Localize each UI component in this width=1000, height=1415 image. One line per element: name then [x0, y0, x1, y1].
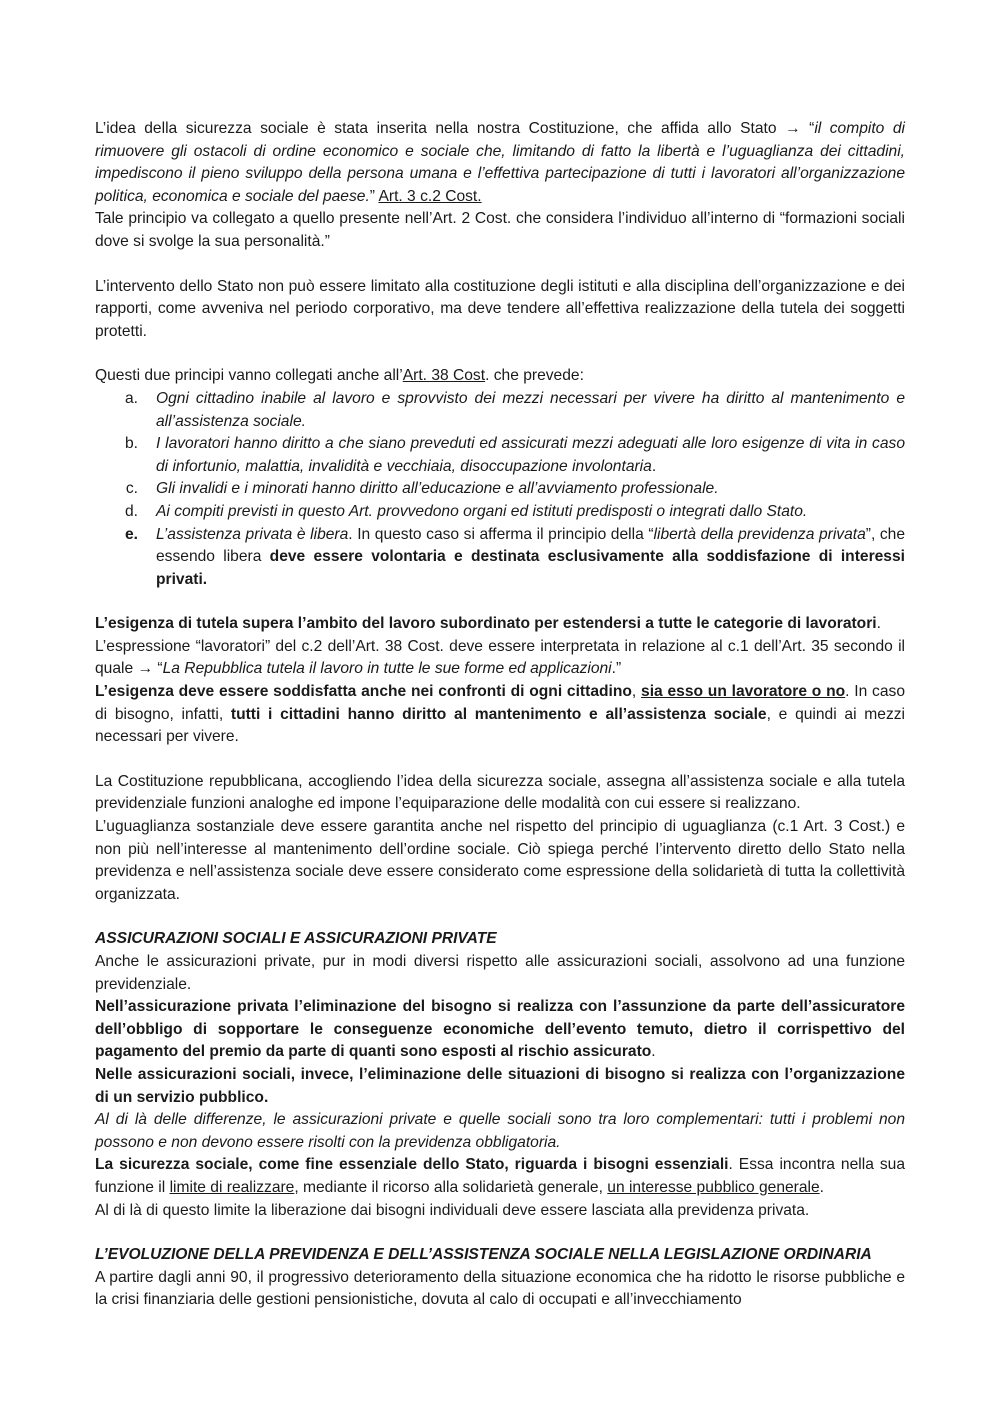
reference-art38: Art. 38 Cost	[402, 367, 486, 385]
spacer	[95, 343, 905, 365]
section-heading: ASSICURAZIONI SOCIALI E ASSICURAZIONI PRIVATE	[95, 930, 497, 948]
spacer	[95, 906, 905, 928]
text: L’esigenza deve essere soddisfatta anche nei confronti di ogni cittadino	[95, 683, 632, 701]
quote-art3: il compito di rimuovere gli ostacoli di ordine economico e sociale che, limitando di fatto la libertà e l’uguaglianza dei cittadini, impediscono il pieno sviluppo della persona umana e l’effettiva partecipazione di tutti i lavoratori all’organizzazione politica, economica e sociale del paese.	[95, 120, 905, 205]
paragraph-costituzione: La Costituzione repubblicana, accogliendo l’idea della sicurezza sociale, assegna all’assistenza sociale e alla tutela previdenziale funzioni analoghe ed impone l’equiparazione delle modalità con cui essere si realizzano.	[95, 772, 905, 813]
list-item-text: Ai compiti previsti in questo Art. provvedono organi ed istituti predisposti o integrati dallo Stato.	[156, 502, 808, 520]
list-item-text	[156, 524, 905, 592]
paragraph-art38-intro	[95, 365, 905, 388]
text: Nell’assicurazione privata l’eliminazione del bisogno si realizza con l’assunzione da parte dell’assicuratore dell’obbligo di sopportare le conseguenze economiche dell’evento temuto, dietro il corrispettivo del pagamento del premio da parte di quanti sono esposti al rischio assicurato	[95, 998, 905, 1061]
spacer	[95, 254, 905, 276]
art38-list	[95, 388, 905, 591]
text: tutti i cittadini hanno diritto al mantenimento e all’assistenza sociale	[230, 705, 767, 723]
text: “	[800, 120, 815, 137]
list-marker: d.	[124, 502, 138, 520]
text: I lavoratori hanno diritto a che siano preveduti ed assicurati mezzi adeguati alle loro esigenze di vita in caso di infortunio, malattia, invalidità e vecchiaia, disoccupazione involontaria	[156, 435, 905, 475]
text: . In questo caso si afferma il principio della “	[348, 525, 654, 543]
quote-art35: La Repubblica tutela il lavoro in tutte le sue forme ed applicazioni	[162, 660, 612, 678]
paragraph-complementari: Al di là delle differenze, le assicurazioni private e quelle sociali sono tra loro complementari: tutti i problemi non possono e non devono essere risolti con la previdenza obbligatoria.	[95, 1111, 905, 1151]
paragraph-art3	[95, 118, 905, 208]
paragraph-art2: Tale principio va collegato a quello presente nell’Art. 2 Cost. che considera l’individuo all’interno di “formazioni sociali dove si svolge la sua personalità.”	[95, 210, 905, 250]
text: . che prevede:	[485, 367, 584, 385]
text: La sicurezza sociale, come fine essenziale dello Stato, riguarda i bisogni essenziali	[95, 1156, 729, 1174]
text: Questi due principi vanno collegati anche all’	[95, 367, 403, 385]
text: , e quindi ai mezzi necessari per vivere.	[95, 705, 905, 746]
list-item	[95, 433, 905, 478]
spacer	[95, 1222, 905, 1244]
text: ,	[631, 683, 642, 701]
text: .	[876, 615, 881, 633]
text: ”, che essendo libera	[156, 525, 906, 566]
text: . Essa incontra nella sua funzione il	[95, 1156, 905, 1196]
arrow-right-icon: →	[137, 660, 154, 678]
text: .	[651, 1043, 656, 1061]
text: libertà della previdenza privata	[653, 525, 866, 543]
paragraph-ogni-cittadino	[95, 681, 905, 749]
list-item-text	[156, 433, 905, 478]
paragraph-limite: Al di là di questo limite la liberazione dai bisogni individuali deve essere lasciata alla previdenza privata.	[95, 1201, 810, 1219]
list-marker: b.	[124, 435, 138, 453]
text: , mediante il ricorso alla solidarietà generale,	[294, 1178, 608, 1196]
paragraph-uguaglianza: L’uguaglianza sostanziale deve essere garantita anche nel rispetto del principio di uguaglianza (c.1 Art. 3 Cost.) e non più nell’interesse al mantenimento dell’ordine sociale. Ciò spiega perché l’intervento diretto dello Stato nella previdenza e nell’assistenza sociale deve essere considerato come espressione della solidarietà di tutta la collettività organizzata.	[95, 818, 905, 903]
section-heading: L’EVOLUZIONE DELLA PREVIDENZA E DELL’ASSISTENZA SOCIALE NELLA LEGISLAZIONE ORDINARIA	[95, 1246, 872, 1264]
text: “	[153, 660, 163, 678]
text: ”	[369, 187, 379, 205]
list-marker: c.	[125, 480, 138, 498]
list-item-text: Ogni cittadino inabile al lavoro e sprovvisto dei mezzi necessari per vivere ha diritto al mantenimento e all’assistenza sociale.	[156, 389, 905, 430]
paragraph-lavoratori	[95, 636, 905, 681]
text: L’espressione “lavoratori” del c.2 dell’Art. 38 Cost. deve essere interpretata in relazione al c.1 dell’Art. 35 secondo il quale	[95, 637, 905, 678]
text: limite di realizzare	[169, 1178, 295, 1196]
paragraph-assicurazione-privata	[95, 996, 905, 1064]
list-marker: e.	[124, 525, 138, 543]
paragraph-sicurezza-sociale	[95, 1154, 905, 1199]
arrow-right-icon: →	[785, 120, 801, 137]
reference-art3: Art. 3 c.2 Cost.	[378, 187, 482, 205]
list-item	[95, 501, 905, 524]
paragraph-assicurazioni-sociali: Nelle assicurazioni sociali, invece, l’eliminazione delle situazioni di bisogno si realizza con l’organizzazione di un servizio pubblico.	[95, 1065, 905, 1106]
paragraph-evoluzione: A partire dagli anni 90, il progressivo deterioramento della situazione economica che ha ridotto le risorse pubbliche e la crisi finanziaria delle gestioni pensionistiche, dovuta al calo di occupati e all’invecchiamento	[95, 1268, 905, 1309]
spacer	[95, 749, 905, 771]
text: un interesse pubblico generale	[607, 1178, 820, 1196]
list-item-text: Gli invalidi e i minorati hanno diritto all’educazione e all’avviamento professionale.	[156, 480, 719, 498]
text: sia esso un lavoratore o no	[641, 683, 846, 701]
spacer	[95, 591, 905, 613]
paragraph-intervento: L’intervento dello Stato non può essere limitato alla costituzione degli istituti e alla disciplina dell’organizzazione e dei rapporti, come avveniva nel periodo corporativo, ma deve tendere all’effettiva realizzazione della tutela dei soggetti protetti.	[95, 277, 905, 340]
text: L’idea della sicurezza sociale è stata inserita nella nostra Costituzione, che affida allo Stato	[95, 120, 777, 137]
text: deve essere volontaria e destinata esclusivamente alla soddisfazione di interessi privati.	[156, 548, 905, 588]
list-item	[95, 478, 905, 501]
text: L’esigenza di tutela supera l’ambito del lavoro subordinato per estendersi a tutte le categorie di lavoratori	[95, 615, 877, 633]
text: .”	[611, 660, 622, 678]
text: . In caso di bisogno, infatti,	[95, 683, 905, 723]
list-item	[95, 388, 905, 433]
paragraph-esigenza-tutela	[95, 613, 905, 636]
list-marker: a.	[124, 389, 138, 407]
list-item	[95, 524, 905, 592]
paragraph-assicurazioni-private: Anche le assicurazioni private, pur in modi diversi rispetto alle assicurazioni sociali, assolvono ad una funzione previdenziale.	[95, 953, 905, 993]
text: .	[819, 1178, 825, 1196]
text: L’assistenza privata è libera	[156, 525, 349, 543]
text: .	[651, 457, 657, 475]
